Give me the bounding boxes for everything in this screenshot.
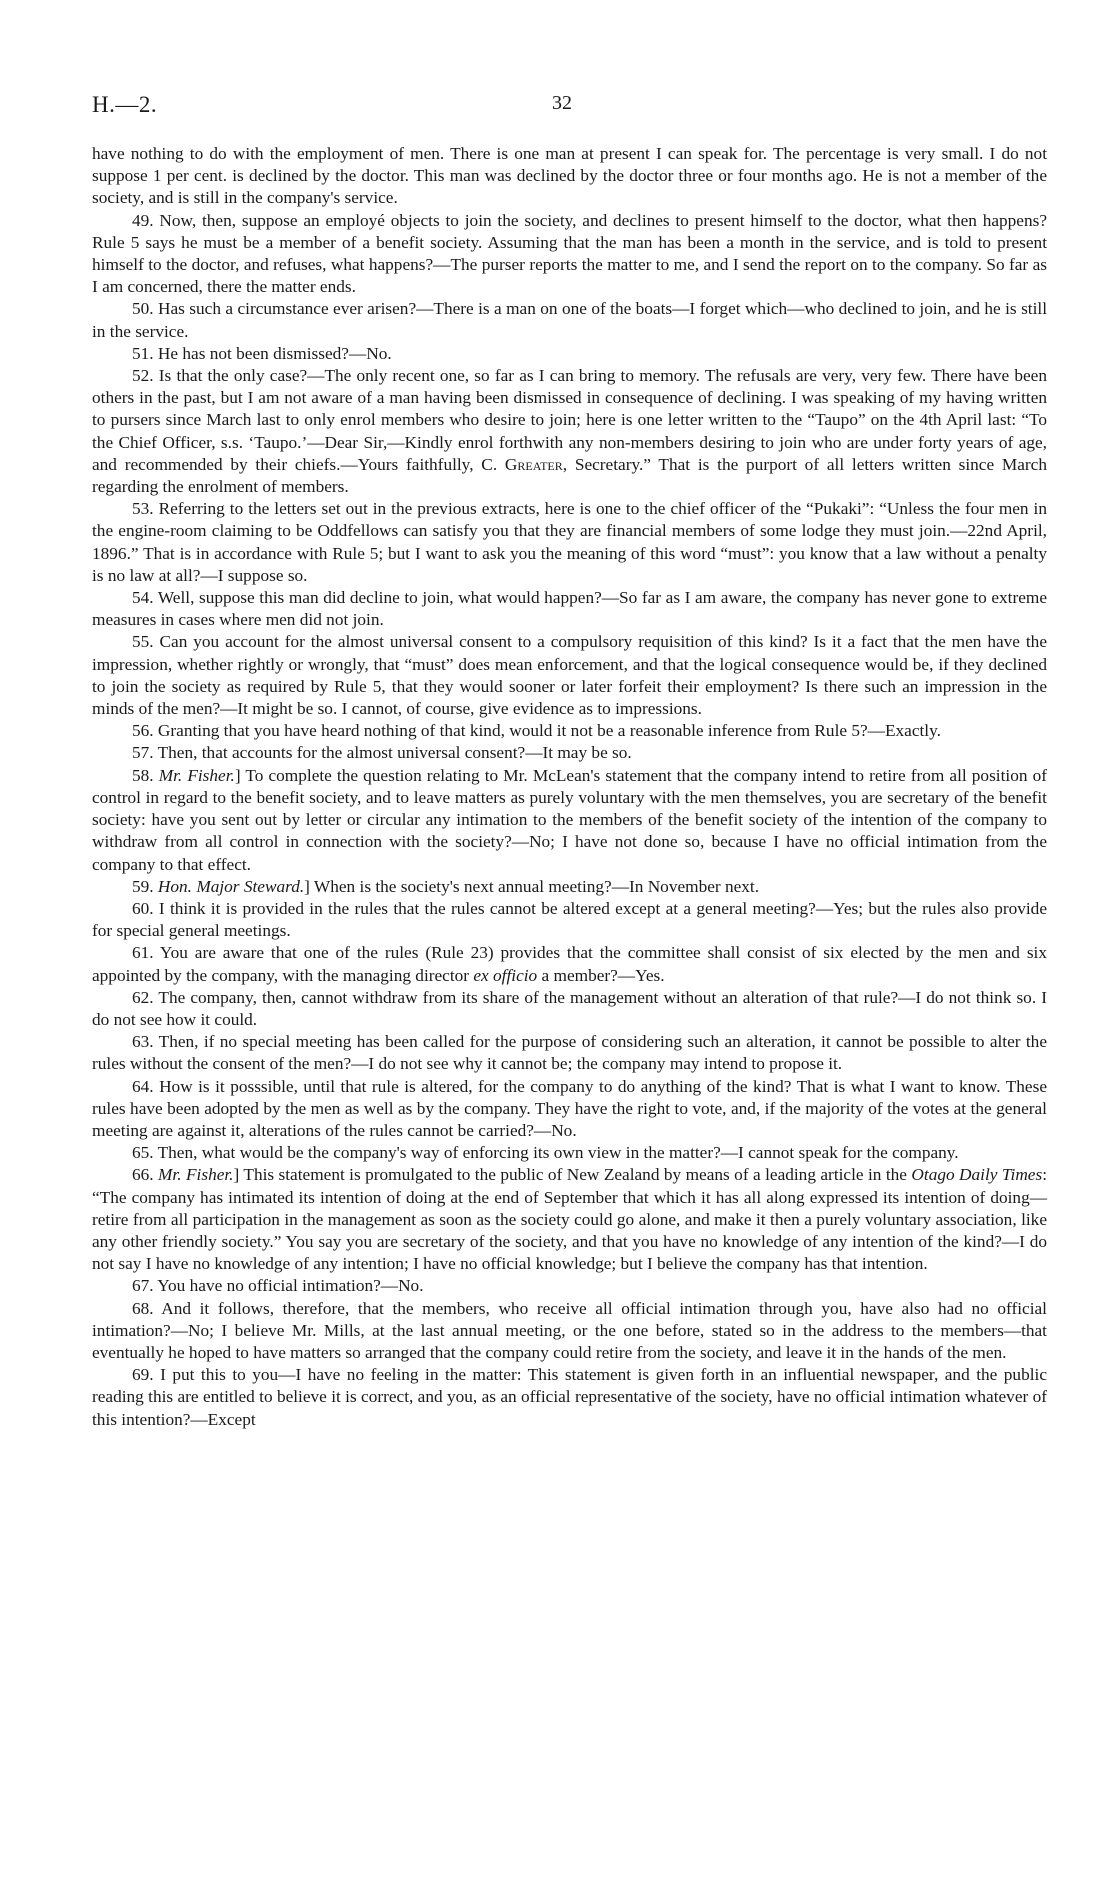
paragraph-p57 bbox=[92, 742, 1047, 764]
paragraph-p60 bbox=[92, 898, 1047, 942]
text-run: 52. Is that the only case?—The only recent one, so far as I can bring to memory. The refusals are very, very few. There have been others in the past, but I am not aware of a man having been dismissed in consequence of declining. I was speaking of my having written to pursers since March last to only enrol members who desire to join; here is one letter written to the “Taupo” on the 4th April last: “To the Chief Officer, s.s. ‘Taupo.’—Dear Sir,—Kindly enrol forthwith any non-members desiring to join who are under forty years of age, and recommended by their chiefs.—Yours faithfully, C. bbox=[92, 366, 1047, 474]
small-caps-text: Greater bbox=[504, 454, 563, 474]
text-run: 69. I put this to you—I have no feeling in the matter: This statement is given forth in an influential newspaper, and the public reading this are entitled to believe it is correct, and you, as an official representative of the society, have no official intimation whatever of this intention?—Except bbox=[92, 1365, 1047, 1429]
paragraph-p59 bbox=[92, 876, 1047, 898]
text-run: 56. Granting that you have heard nothing of that kind, would it not be a reasonable inference from Rule 5?—Exactly. bbox=[132, 721, 941, 741]
paragraph-p55 bbox=[92, 631, 1047, 720]
paragraph-p64 bbox=[92, 1076, 1047, 1143]
paragraph-p54 bbox=[92, 587, 1047, 631]
text-run: 59. bbox=[132, 876, 158, 896]
text-run: 68. And it follows, therefore, that the members, who receive all official intimation through you, have also had no official intimation?—No; I believe Mr. Mills, at the last annual meeting, or the one before, stated so in the address to the members—that eventually he hoped to have matters so arranged that the company could retire from the society, and leave it in the hands of the men. bbox=[92, 1298, 1047, 1362]
text-run: 50. Has such a circumstance ever arisen?—There is a man on one of the boats—I forget which—who declined to join, and he is still in the service. bbox=[92, 299, 1047, 341]
text-run: 65. Then, what would be the company's way of enforcing its own view in the matter?—I cannot speak for the company. bbox=[132, 1143, 959, 1163]
italic-text: ex officio bbox=[473, 965, 538, 985]
paragraph-p63 bbox=[92, 1031, 1047, 1075]
paragraph-p51 bbox=[92, 343, 1047, 365]
text-run: 51. He has not been dismissed?—No. bbox=[132, 343, 392, 363]
document-page bbox=[92, 0, 1047, 1881]
italic-text: Otago Daily Times bbox=[911, 1165, 1043, 1185]
page-number: 32 bbox=[552, 92, 572, 114]
document-body bbox=[92, 143, 1047, 1431]
text-run: : “The company has intimated its intention of doing at the end of September that which it has all along expressed its intention of doing—retire from all participation in the management as soon as the society could go alone, and make it then a purely voluntary association, like any other friendly society.” You say you are secretary of the society, and that you have no knowledge of any intention of the kind?—I do not say I have no knowledge of any intention; I have no official knowledge; but I believe the company has that intention. bbox=[92, 1165, 1048, 1274]
text-run: 60. I think it is provided in the rules that the rules cannot be altered except at a general meeting?—Yes; but the rules also provide for special general meetings. bbox=[92, 898, 1047, 941]
text-run: have nothing to do with the employment of men. There is one man at present I can speak for. The percentage is very small. I do not suppose 1 per cent. is declined by the doctor. This man was declined by the doctor three or four months ago. He is not a member of the society, and is still in the company's service. bbox=[92, 144, 1047, 208]
text-run: 66. bbox=[132, 1165, 159, 1185]
text-run: 67. You have no official intimation?—No. bbox=[132, 1276, 424, 1296]
paragraph-p69 bbox=[92, 1364, 1047, 1431]
paragraph-p67 bbox=[92, 1275, 1047, 1297]
italic-text: Mr. Fisher. bbox=[158, 765, 235, 785]
paragraph-p65 bbox=[92, 1142, 1047, 1164]
paragraph-p66 bbox=[92, 1164, 1047, 1275]
text-run: 64. How is it posssible, until that rule is altered, for the company to do anything of the kind? That is what I want to know. These rules have been adopted by the men as well as by the company. They have the right to vote, and, if the majority of the votes at the general meeting are against it, alterations of the rules cannot be carried?—No. bbox=[92, 1076, 1047, 1140]
text-run: 53. Referring to the letters set out in the previous extracts, here is one to the chief officer of the “Pukaki”: “Unless the four men in the engine-room claiming to be Oddfellows can satisfy you that they are financial members of some lodge they must join.—22nd April, 1896.” That is in accordance with Rule 5; but I want to ask you the meaning of this word “must”: you know that a law without a penalty is no law at all?—I suppose so. bbox=[92, 499, 1047, 585]
text-run: 63. Then, if no special meeting has been called for the purpose of considering such an alteration, it cannot be possible to alter the rules without the consent of the men?—I do not see why it cannot be; the company may intend to propose it. bbox=[92, 1032, 1047, 1074]
paragraph-p53 bbox=[92, 498, 1047, 587]
paragraph-p56 bbox=[92, 720, 1047, 742]
paragraph-p62 bbox=[92, 987, 1047, 1031]
paragraph-p52 bbox=[92, 365, 1047, 498]
text-run: 62. The company, then, cannot withdraw from its share of the management without an alteration of that rule?—I do not think so. I do not see how it could. bbox=[92, 987, 1047, 1029]
paragraph-p68 bbox=[92, 1298, 1047, 1365]
text-run: 58. bbox=[132, 765, 159, 785]
text-run: ] This statement is promulgated to the public of New Zealand by means of a leading article in the bbox=[233, 1165, 912, 1185]
page-header bbox=[92, 92, 1047, 122]
text-run: 49. Now, then, suppose an employé objects to join the society, and declines to present himself to the doctor, what then happens? Rule 5 says he must be a member of a benefit society. Assuming that the man has been a month in the service, and is told to present himself to the doctor, and refuses, what happens?—The purser reports the matter to me, and I send the report on to the company. So far as I am concerned, there the matter ends. bbox=[92, 210, 1047, 297]
paragraph-p50 bbox=[92, 298, 1047, 342]
text-run: ] When is the society's next annual meeting?—In November next. bbox=[304, 876, 760, 896]
text-run: 55. Can you account for the almost universal consent to a compulsory requisition of this kind? Is it a fact that the men have the impression, whether rightly or wrongly, that “must” does mean enforcement, and that the logical consequence would be, if they declined to join the society as required by Rule 5, that they would sooner or later forfeit their employment? Is there such an impression in the minds of the men?—It might be so. I cannot, of course, give evidence as to impressions. bbox=[92, 632, 1047, 719]
text-run: 54. Well, suppose this man did decline to join, what would happen?—So far as I am aware, the company has never gone to extreme measures in cases where men did not join. bbox=[92, 588, 1047, 630]
text-run: , Secretary.” That is the purport of all letters written since March regarding the enrolment of members. bbox=[92, 454, 1047, 497]
paragraph-p49 bbox=[92, 210, 1047, 299]
text-run: ] To complete the question relating to Mr. McLean's statement that the company intend to retire from all position of control in regard to the benefit society, and to leave matters as purely voluntary with the men themselves, you are secretary of the benefit society: have you sent out by letter or circular any intimation to the members of the benefit society of the intention of the company to withdraw from all control in connection with the society?—No; I have not done so, because I have no official intimation from the company to that effect. bbox=[92, 765, 1047, 874]
paragraph-p61 bbox=[92, 942, 1047, 986]
italic-text: Hon. Major Steward. bbox=[157, 876, 305, 896]
text-run: a member?—Yes. bbox=[537, 965, 665, 985]
paragraph-p58 bbox=[92, 765, 1047, 876]
text-run: 61. You are aware that one of the rules (Rule 23) provides that the committee shall consist of six elected by the men and six appointed by the company, with the managing director bbox=[92, 943, 1047, 985]
text-run: 57. Then, that accounts for the almost universal consent?—It may be so. bbox=[132, 743, 632, 763]
paragraph-p0 bbox=[92, 143, 1047, 210]
italic-text: Mr. Fisher. bbox=[158, 1165, 234, 1185]
document-reference: H.—2. bbox=[92, 92, 158, 117]
